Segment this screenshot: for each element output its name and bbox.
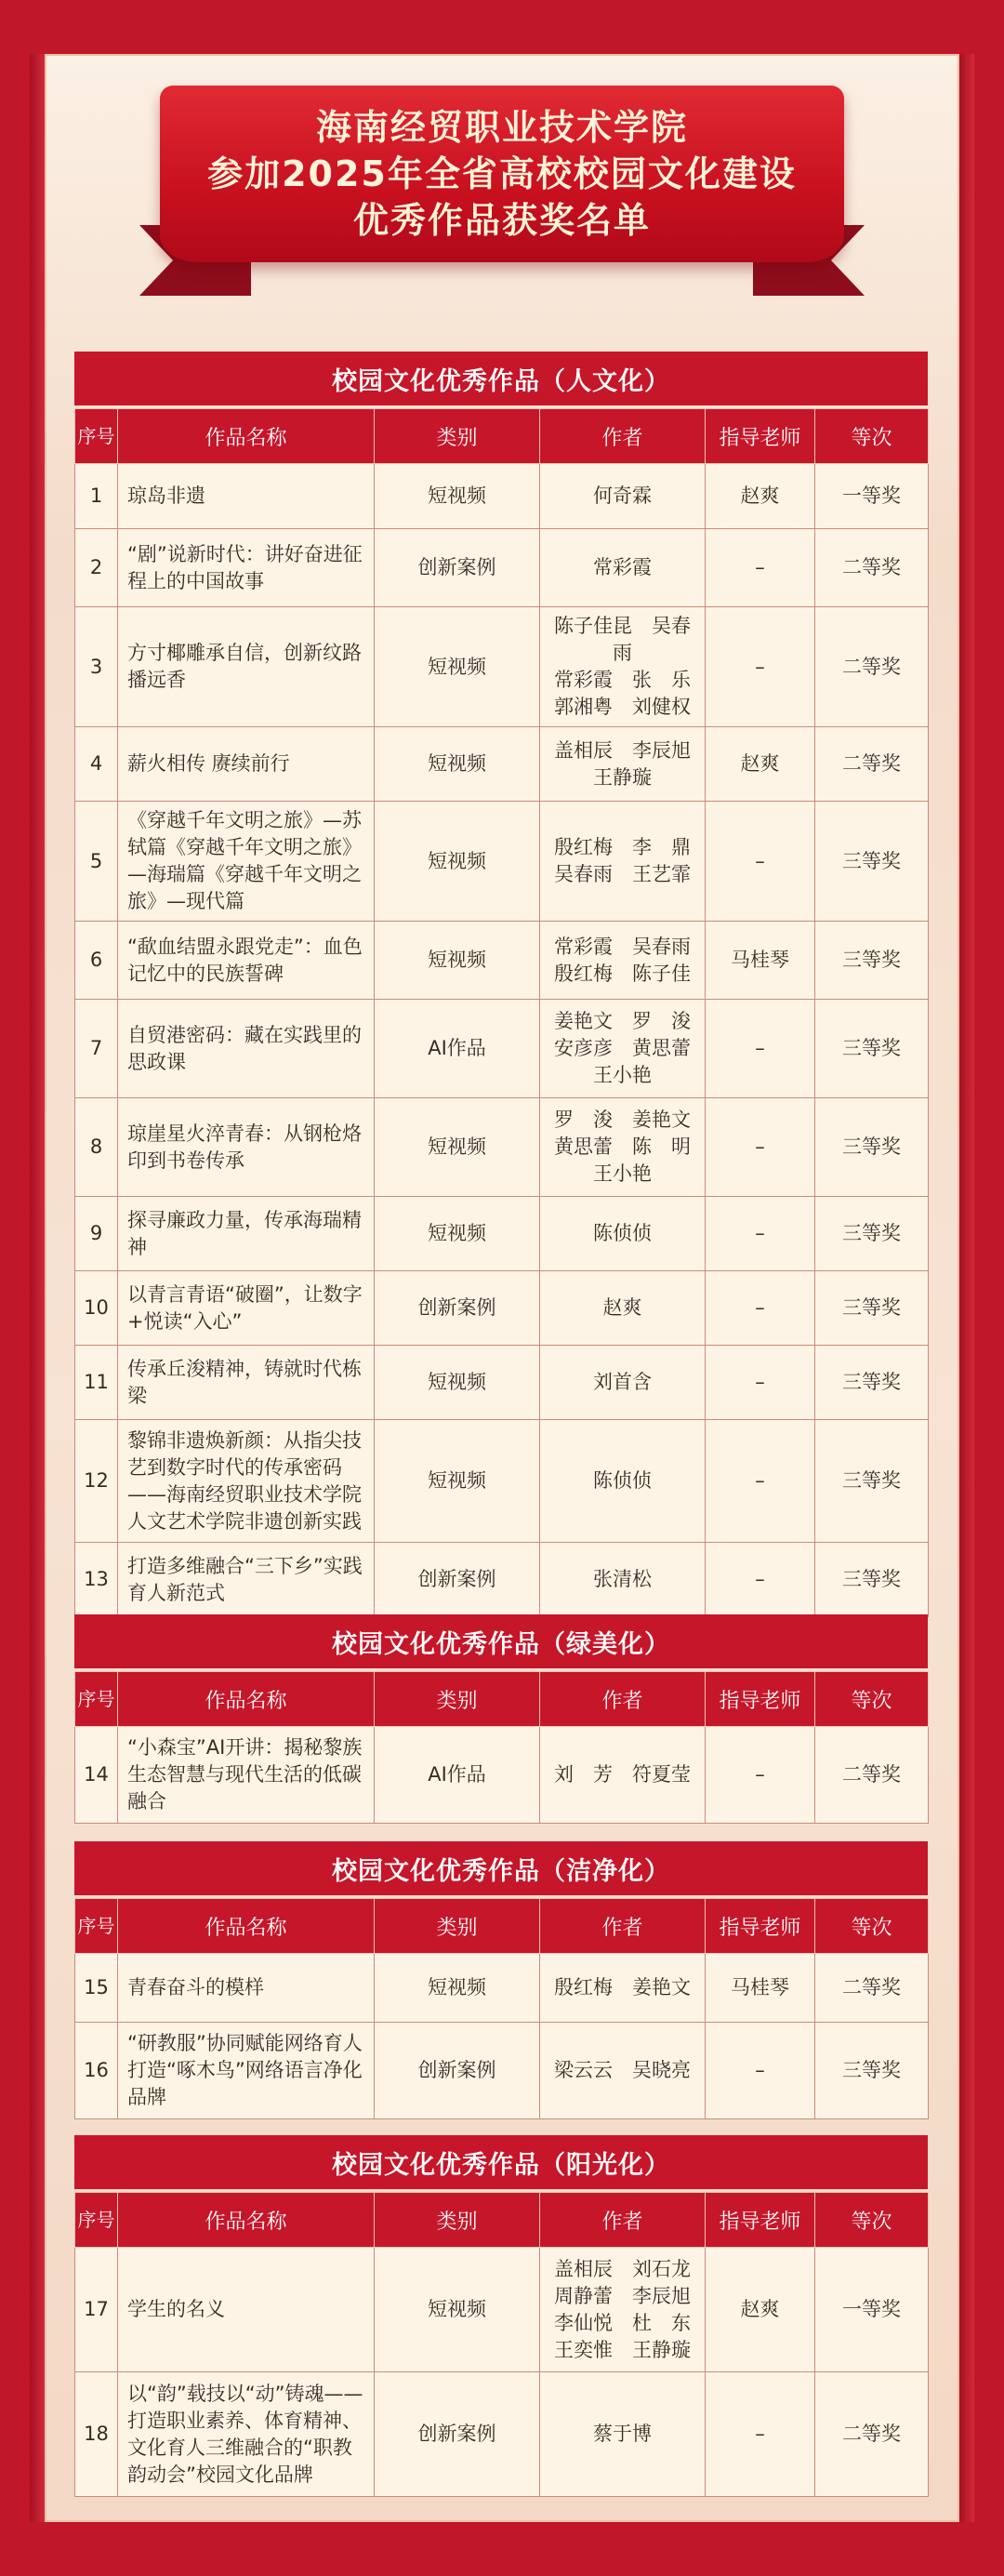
right-border-stripe <box>959 54 974 2522</box>
cell-category: 创新案例 <box>375 2372 540 2497</box>
header-name: 作品名称 <box>118 2193 375 2248</box>
left-border-stripe <box>30 54 45 2522</box>
cell-advisor: – <box>706 1271 815 1346</box>
cell-advisor: – <box>706 802 815 922</box>
cell-advisor: 马桂琴 <box>706 922 815 1000</box>
title-ribbon <box>139 86 865 296</box>
cell-rank: 二等奖 <box>815 1954 929 2023</box>
cell-name: “歃血结盟永跟党走”：血色记忆中的民族誓碑 <box>118 922 375 1000</box>
header-author: 作者 <box>540 409 706 464</box>
table-row <box>75 1954 929 2023</box>
header-category: 类别 <box>375 409 540 464</box>
cell-index: 14 <box>75 1727 118 1824</box>
cell-index: 7 <box>75 1000 118 1098</box>
cell-index: 9 <box>75 1197 118 1271</box>
cell-category: 短视频 <box>375 464 540 529</box>
header-author: 作者 <box>540 1672 706 1727</box>
header-category: 类别 <box>375 2193 540 2248</box>
cell-rank: 一等奖 <box>815 2248 929 2372</box>
header-advisor: 指导老师 <box>706 2193 815 2248</box>
cell-index: 16 <box>75 2023 118 2119</box>
table-row <box>75 464 929 529</box>
header-index: 序号 <box>75 1899 118 1954</box>
cell-name: 《穿越千年文明之旅》—苏轼篇《穿越千年文明之旅》—海瑞篇《穿越千年文明之旅》—现代篇 <box>118 802 375 922</box>
cell-rank: 三等奖 <box>815 1098 929 1197</box>
cell-advisor: – <box>706 2372 815 2497</box>
cell-name: 方寸椰雕承自信，创新纹路播远香 <box>118 607 375 727</box>
cell-category: 短视频 <box>375 1098 540 1197</box>
section-title: 校园文化优秀作品（人文化） <box>74 352 928 405</box>
cell-author: 蔡于博 <box>540 2372 706 2497</box>
cell-advisor: – <box>706 1000 815 1098</box>
cell-advisor: – <box>706 1420 815 1543</box>
table-row <box>75 1727 929 1824</box>
header-category: 类别 <box>375 1672 540 1727</box>
award-table <box>74 1898 929 2119</box>
cell-name: 薪火相传 赓续前行 <box>118 727 375 802</box>
section-title: 校园文化优秀作品（阳光化） <box>74 2135 928 2189</box>
header-advisor: 指导老师 <box>706 1672 815 1727</box>
header-advisor: 指导老师 <box>706 409 815 464</box>
section-title: 校园文化优秀作品（绿美化） <box>74 1614 928 1668</box>
cell-author: 盖相辰 刘石龙 周静蕾 李辰旭 李仙悦 杜 东 王奕惟 王静璇 <box>540 2248 706 2372</box>
header-category: 类别 <box>375 1899 540 1954</box>
cell-index: 4 <box>75 727 118 802</box>
cell-index: 10 <box>75 1271 118 1346</box>
table-row <box>75 922 929 1000</box>
table-row <box>75 1420 929 1543</box>
cell-category: 创新案例 <box>375 529 540 607</box>
ribbon-body <box>160 86 844 262</box>
cell-index: 15 <box>75 1954 118 2023</box>
cell-category: 短视频 <box>375 1197 540 1271</box>
section-1 <box>74 352 928 1617</box>
cell-advisor: – <box>706 1346 815 1420</box>
cell-index: 3 <box>75 607 118 727</box>
cell-advisor: – <box>706 2023 815 2119</box>
cell-author: 殷红梅 姜艳文 <box>540 1954 706 2023</box>
cell-index: 11 <box>75 1346 118 1420</box>
cell-name: “小森宝”AI开讲：揭秘黎族生态智慧与现代生活的低碳融合 <box>118 1727 375 1824</box>
cell-advisor: – <box>706 1197 815 1271</box>
cell-advisor: – <box>706 1727 815 1824</box>
cell-rank: 三等奖 <box>815 802 929 922</box>
cell-advisor: 赵爽 <box>706 727 815 802</box>
cell-rank: 三等奖 <box>815 1420 929 1543</box>
cell-author: 刘首含 <box>540 1346 706 1420</box>
header-index: 序号 <box>75 1672 118 1727</box>
header-name: 作品名称 <box>118 1899 375 1954</box>
table-row <box>75 2372 929 2497</box>
cell-category: AI作品 <box>375 1727 540 1824</box>
header-author: 作者 <box>540 2193 706 2248</box>
section-3 <box>74 1841 928 2119</box>
cell-rank: 二等奖 <box>815 2372 929 2497</box>
cell-author: 常彩霞 吴春雨 殷红梅 陈子佳 <box>540 922 706 1000</box>
cell-author: 赵爽 <box>540 1271 706 1346</box>
cell-rank: 二等奖 <box>815 1727 929 1824</box>
cell-author: 殷红梅 李 鼎 吴春雨 王艺霏 <box>540 802 706 922</box>
title-line-3: 优秀作品获奖名单 <box>352 200 651 241</box>
table-row <box>75 1197 929 1271</box>
cell-rank: 三等奖 <box>815 1000 929 1098</box>
section-4 <box>74 2135 928 2497</box>
cell-rank: 三等奖 <box>815 922 929 1000</box>
cell-category: 创新案例 <box>375 1543 540 1617</box>
header-index: 序号 <box>75 409 118 464</box>
table-row <box>75 1543 929 1617</box>
header-rank: 等次 <box>815 1672 929 1727</box>
cell-name: 探寻廉政力量，传承海瑞精神 <box>118 1197 375 1271</box>
title-line-1: 海南经贸职业技术学院 <box>315 107 688 148</box>
cell-name: 以“韵”载技以“动”铸魂——打造职业素养、体育精神、文化育人三维融合的“职教韵动会”校园文化品牌 <box>118 2372 375 2497</box>
award-table <box>74 1671 929 1824</box>
header-rank: 等次 <box>815 409 929 464</box>
cell-name: “研教服”协同赋能网络育人打造“啄木鸟”网络语言净化品牌 <box>118 2023 375 2119</box>
table-row <box>75 1000 929 1098</box>
cell-category: 短视频 <box>375 727 540 802</box>
title-line-2: 参加2025年全省高校校园文化建设 <box>207 153 797 194</box>
cell-name: 传承丘浚精神，铸就时代栋梁 <box>118 1346 375 1420</box>
table-row <box>75 1346 929 1420</box>
header-name: 作品名称 <box>118 1672 375 1727</box>
award-table <box>74 2192 929 2497</box>
cell-rank: 三等奖 <box>815 1197 929 1271</box>
cell-advisor: – <box>706 1098 815 1197</box>
cell-category: 短视频 <box>375 607 540 727</box>
cell-author: 陈侦侦 <box>540 1197 706 1271</box>
cell-category: 创新案例 <box>375 2023 540 2119</box>
header-name: 作品名称 <box>118 409 375 464</box>
header-advisor: 指导老师 <box>706 1899 815 1954</box>
cell-author: 盖相辰 李辰旭 王静璇 <box>540 727 706 802</box>
table-row <box>75 802 929 922</box>
cell-advisor: – <box>706 529 815 607</box>
cell-author: 梁云云 吴晓亮 <box>540 2023 706 2119</box>
cell-author: 何奇霖 <box>540 464 706 529</box>
cell-rank: 二等奖 <box>815 607 929 727</box>
cell-author: 常彩霞 <box>540 529 706 607</box>
cell-author: 姜艳文 罗 浚 安彦彦 黄思蕾 王小艳 <box>540 1000 706 1098</box>
cell-rank: 三等奖 <box>815 1271 929 1346</box>
cell-advisor: – <box>706 1543 815 1617</box>
cell-name: 以青言青语“破圈”，让数字+悦读“入心” <box>118 1271 375 1346</box>
header-author: 作者 <box>540 1899 706 1954</box>
cell-index: 12 <box>75 1420 118 1543</box>
header-rank: 等次 <box>815 2193 929 2248</box>
cell-advisor: 马桂琴 <box>706 1954 815 2023</box>
cell-rank: 二等奖 <box>815 529 929 607</box>
cell-advisor: 赵爽 <box>706 464 815 529</box>
table-row <box>75 529 929 607</box>
cell-index: 5 <box>75 802 118 922</box>
table-row <box>75 727 929 802</box>
table-row <box>75 2023 929 2119</box>
cell-advisor: 赵爽 <box>706 2248 815 2372</box>
table-row <box>75 607 929 727</box>
cell-author: 陈侦侦 <box>540 1420 706 1543</box>
cell-name: 自贸港密码：藏在实践里的思政课 <box>118 1000 375 1098</box>
award-table <box>74 408 929 1617</box>
cell-name: 打造多维融合“三下乡”实践育人新范式 <box>118 1543 375 1617</box>
table-row <box>75 1271 929 1346</box>
table-row <box>75 2248 929 2372</box>
cell-name: “剧”说新时代：讲好奋进征程上的中国故事 <box>118 529 375 607</box>
cell-author: 罗 浚 姜艳文 黄思蕾 陈 明 王小艳 <box>540 1098 706 1197</box>
cell-author: 张清松 <box>540 1543 706 1617</box>
cell-index: 13 <box>75 1543 118 1617</box>
cell-rank: 一等奖 <box>815 464 929 529</box>
cell-index: 6 <box>75 922 118 1000</box>
cell-index: 1 <box>75 464 118 529</box>
cell-name: 黎锦非遗焕新颜：从指尖技艺到数字时代的传承密码——海南经贸职业技术学院人文艺术学院非遗创新实践 <box>118 1420 375 1543</box>
cell-category: AI作品 <box>375 1000 540 1098</box>
cell-name: 学生的名义 <box>118 2248 375 2372</box>
cell-author: 刘 芳 符夏莹 <box>540 1727 706 1824</box>
cell-name: 青春奋斗的模样 <box>118 1954 375 2023</box>
cell-category: 短视频 <box>375 802 540 922</box>
section-2 <box>74 1614 928 1824</box>
cell-category: 短视频 <box>375 922 540 1000</box>
cell-index: 8 <box>75 1098 118 1197</box>
header-rank: 等次 <box>815 1899 929 1954</box>
cell-category: 短视频 <box>375 1420 540 1543</box>
cell-rank: 二等奖 <box>815 727 929 802</box>
header-index: 序号 <box>75 2193 118 2248</box>
cell-index: 2 <box>75 529 118 607</box>
table-row <box>75 1098 929 1197</box>
section-title: 校园文化优秀作品（洁净化） <box>74 1841 928 1895</box>
cell-author: 陈子佳昆 吴春雨 常彩霞 张 乐 郭湘粤 刘健权 <box>540 607 706 727</box>
cell-index: 17 <box>75 2248 118 2372</box>
cell-category: 短视频 <box>375 1954 540 2023</box>
cell-rank: 三等奖 <box>815 1346 929 1420</box>
cell-category: 短视频 <box>375 2248 540 2372</box>
cell-rank: 三等奖 <box>815 1543 929 1617</box>
cell-name: 琼岛非遗 <box>118 464 375 529</box>
cell-category: 创新案例 <box>375 1271 540 1346</box>
cell-name: 琼崖星火淬青春：从钢枪烙印到书卷传承 <box>118 1098 375 1197</box>
cell-category: 短视频 <box>375 1346 540 1420</box>
cell-rank: 三等奖 <box>815 2023 929 2119</box>
cell-index: 18 <box>75 2372 118 2497</box>
cell-advisor: – <box>706 607 815 727</box>
